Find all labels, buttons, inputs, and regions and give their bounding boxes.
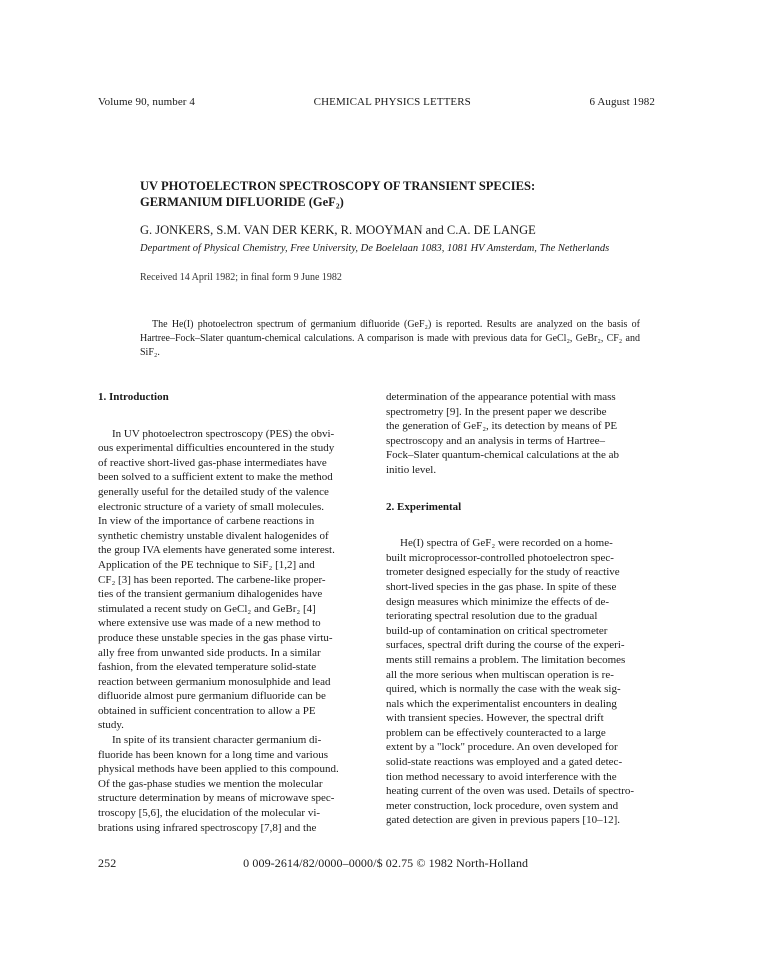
text-line: study. <box>98 719 124 732</box>
text-line: synthetic chemistry unstable divalent halogenides of <box>98 529 329 542</box>
intro-paragraph-continued <box>386 390 660 478</box>
experimental-paragraph <box>386 536 660 828</box>
author-list: G. JONKERS, S.M. VAN DER KERK, R. MOOYMAN and C.A. DE LANGE <box>140 223 536 237</box>
text-line: quired, which is normally the case with the weak sig- <box>386 683 621 696</box>
page-footer <box>98 856 655 871</box>
running-header <box>98 96 655 108</box>
text-line: been solved to a sufficient extent to make the method <box>98 471 333 484</box>
text-line: ous experimental difficulties encountered in the study <box>98 442 335 455</box>
text-line: the generation of GeF₂, its detection by means of PE <box>386 420 618 433</box>
text-line: ments still remains a problem. The limitation becomes <box>386 653 626 666</box>
text-line: electronic structure of a variety of small molecules. <box>98 500 325 513</box>
text-line: problem can be effectively counteracted to a large <box>386 726 606 739</box>
text-line: heating current of the oven was used. Details of spectro- <box>386 785 635 798</box>
issue-date: 6 August 1982 <box>589 96 655 108</box>
text-line: built microprocessor-controlled photoelectron spec- <box>386 551 614 564</box>
journal-name: CHEMICAL PHYSICS LETTERS <box>313 96 471 108</box>
text-line: brations using infrared spectroscopy [7,8] and the <box>98 821 317 834</box>
text-line: trometer designed especially for the study of reactive <box>386 566 620 579</box>
text-line: fluoride has been known for a long time and various <box>98 748 329 761</box>
text-line: determination of the appearance potential with mass <box>386 391 616 403</box>
affiliation: Department of Physical Chemistry, Free University, De Boelelaan 1083, 1081 HV Amsterdam, The Netherlands <box>140 243 610 254</box>
text-line: CF₂ [3] has been reported. The carbene-like proper- <box>98 573 326 586</box>
text-line: produce these unstable species in the gas phase virtu- <box>98 631 333 644</box>
journal-volume: Volume 90, number 4 <box>98 96 196 108</box>
text-line: with transient species. However, the spectral drift <box>386 712 604 725</box>
section-heading-experimental: 2. Experimental <box>386 500 462 513</box>
text-line: gated detection are given in previous papers [10–12]. <box>386 814 620 827</box>
text-line: reaction between germanium monosulphide and lead <box>98 675 331 688</box>
text-line: Of the gas-phase studies we mention the molecular <box>98 777 323 790</box>
received-dates: Received 14 April 1982; in final form 9 June 1982 <box>140 272 342 283</box>
intro-paragraph-1 <box>98 427 372 733</box>
copyright-line: 0 009-2614/82/0000–0000/$ 02.75 © 1982 North-Holland <box>243 856 529 870</box>
text-line: short-lived species in the gas phase. In spite of these <box>386 580 617 593</box>
right-column <box>386 390 660 828</box>
intro-paragraph-2 <box>98 733 372 835</box>
text-line: In UV photoelectron spectroscopy (PES) the obvi- <box>112 427 335 440</box>
text-line: tion method necessary to avoid interference with the <box>386 770 617 783</box>
text-line: troscopy [5,6], the elucidation of the molecular vi- <box>98 807 321 820</box>
text-line: stimulated a recent study on GeCl₂ and GeBr₂ [4] <box>98 602 316 615</box>
text-line: obtained in sufficient concentration to allow a PE <box>98 704 316 717</box>
text-line: In spite of its transient character germanium di- <box>112 734 322 747</box>
title-line-1: UV PHOTOELECTRON SPECTROSCOPY OF TRANSIENT SPECIES: <box>140 179 536 193</box>
text-line: the group IVA elements have generated some interest. <box>98 544 335 557</box>
left-column <box>98 390 372 835</box>
text-line: extent by a "lock" procedure. An oven developed for <box>386 741 618 754</box>
text-line: Fock–Slater quantum-chemical calculations at the ab <box>386 449 620 462</box>
abstract: The He(I) photoelectron spectrum of germanium difluoride (GeF₂) is reported. Results are analyzed on the basis of Hartree–Fock–Slater quantum-chemical calculations. A comparison is made with previous data for GeCl₂, GeBr₂, CF₂ and SiF₂. <box>140 319 640 358</box>
text-line: ties of the transient germanium dihalogenides have <box>98 588 323 601</box>
text-line: solid-state reactions was employed and a gated detec- <box>386 756 623 769</box>
text-line: teriorating spectral resolution due to the gradual <box>386 610 598 623</box>
text-line: ally free from unwanted side products. In a similar <box>98 646 321 659</box>
section-heading-introduction: 1. Introduction <box>98 391 169 403</box>
text-line: of reactive short-lived gas-phase intermediates have <box>98 456 327 469</box>
text-line: fashion, from the elevated temperature solid-state <box>98 661 317 674</box>
text-line: structure determination by means of microwave spec- <box>98 792 335 805</box>
text-line: He(I) spectra of GeF₂ were recorded on a home- <box>400 537 613 550</box>
article-title <box>140 178 535 210</box>
text-line: build-up of contamination on critical spectrometer <box>386 624 608 637</box>
text-line: all the more serious when multiscan operation is re- <box>386 668 614 681</box>
text-line: Application of the PE technique to SiF₂ [1,2] and <box>98 558 315 571</box>
page-number: 252 <box>98 856 117 870</box>
text-line: initio level. <box>386 463 437 476</box>
text-line: physical methods have been applied to this compound. <box>98 763 339 776</box>
text-line: spectrometry [9]. In the present paper we describe <box>386 405 607 418</box>
text-line: In view of the importance of carbene reactions in <box>98 515 315 528</box>
text-line: difluoride almost pure germanium difluoride can be <box>98 690 326 703</box>
title-line-2: GERMANIUM DIFLUORIDE (GeF₂) <box>140 195 344 209</box>
text-line: nals which the experimentalist encounters in dealing <box>386 697 617 710</box>
text-line: meter construction, lock procedure, oven system and <box>386 799 619 812</box>
text-line: design measures which minimize the effects of de- <box>386 595 610 608</box>
text-line: where extensive use was made of a new method to <box>98 617 321 630</box>
text-line: surfaces, spectral drift during the course of the experi- <box>386 639 625 652</box>
text-line: generally useful for the detailed study of the valence <box>98 485 329 498</box>
text-line: spectroscopy and an analysis in terms of Hartree– <box>386 434 606 447</box>
